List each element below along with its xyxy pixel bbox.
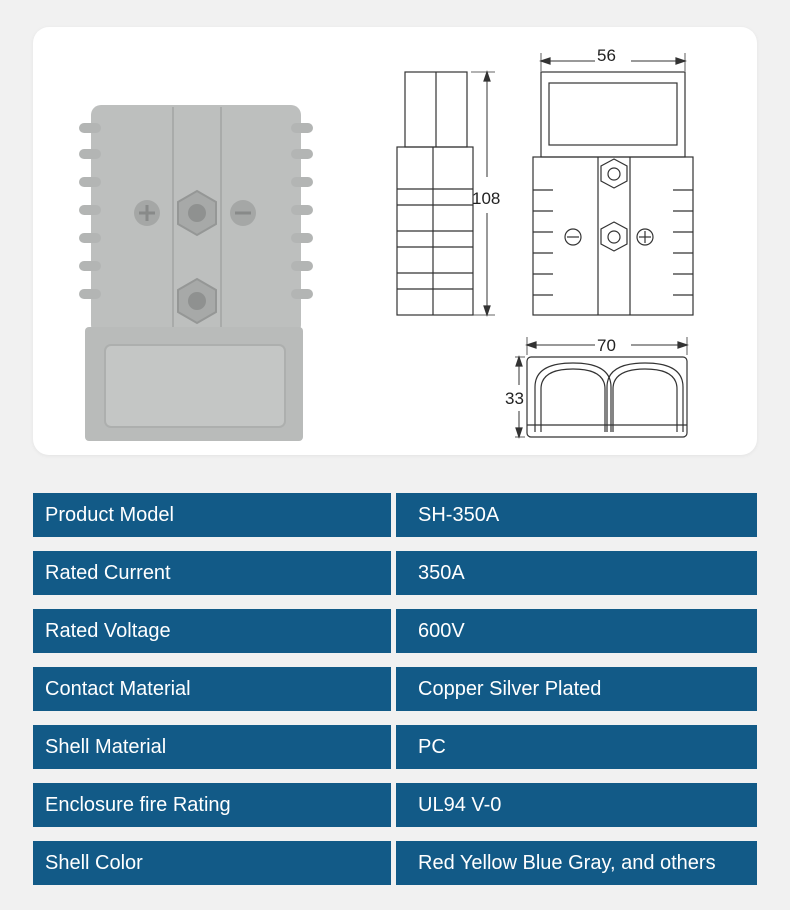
spec-label: Shell Color [33,841,391,885]
spec-label: Rated Current [33,551,391,595]
spec-value: SH-350A [396,493,757,537]
spec-value: Copper Silver Plated [396,667,757,711]
connector-photo [79,105,313,441]
spec-row-rated-current [33,551,757,595]
spec-value: 600V [396,609,757,653]
front-view-drawing [533,53,693,315]
bottom-width-label: 70 [597,336,616,355]
spec-value: Red Yellow Blue Gray, and others [396,841,757,885]
front-width-label: 56 [597,46,616,65]
product-image-card [33,27,757,455]
spec-row-rated-voltage [33,609,757,653]
spec-row-enclosure-fire-rating [33,783,757,827]
spec-label: Rated Voltage [33,609,391,653]
side-height-label: 108 [472,189,501,208]
spec-row-shell-material [33,725,757,769]
spec-label: Product Model [33,493,391,537]
spec-row-contact-material [33,667,757,711]
spec-label: Enclosure fire Rating [33,783,391,827]
spec-label: Shell Material [33,725,391,769]
spec-value: 350A [396,551,757,595]
spec-value: UL94 V-0 [396,783,757,827]
spec-value: PC [396,725,757,769]
spec-row-product-model [33,493,757,537]
spec-label: Contact Material [33,667,391,711]
product-illustration [33,27,757,455]
bottom-height-label: 33 [505,389,524,408]
spec-row-shell-color [33,841,757,885]
